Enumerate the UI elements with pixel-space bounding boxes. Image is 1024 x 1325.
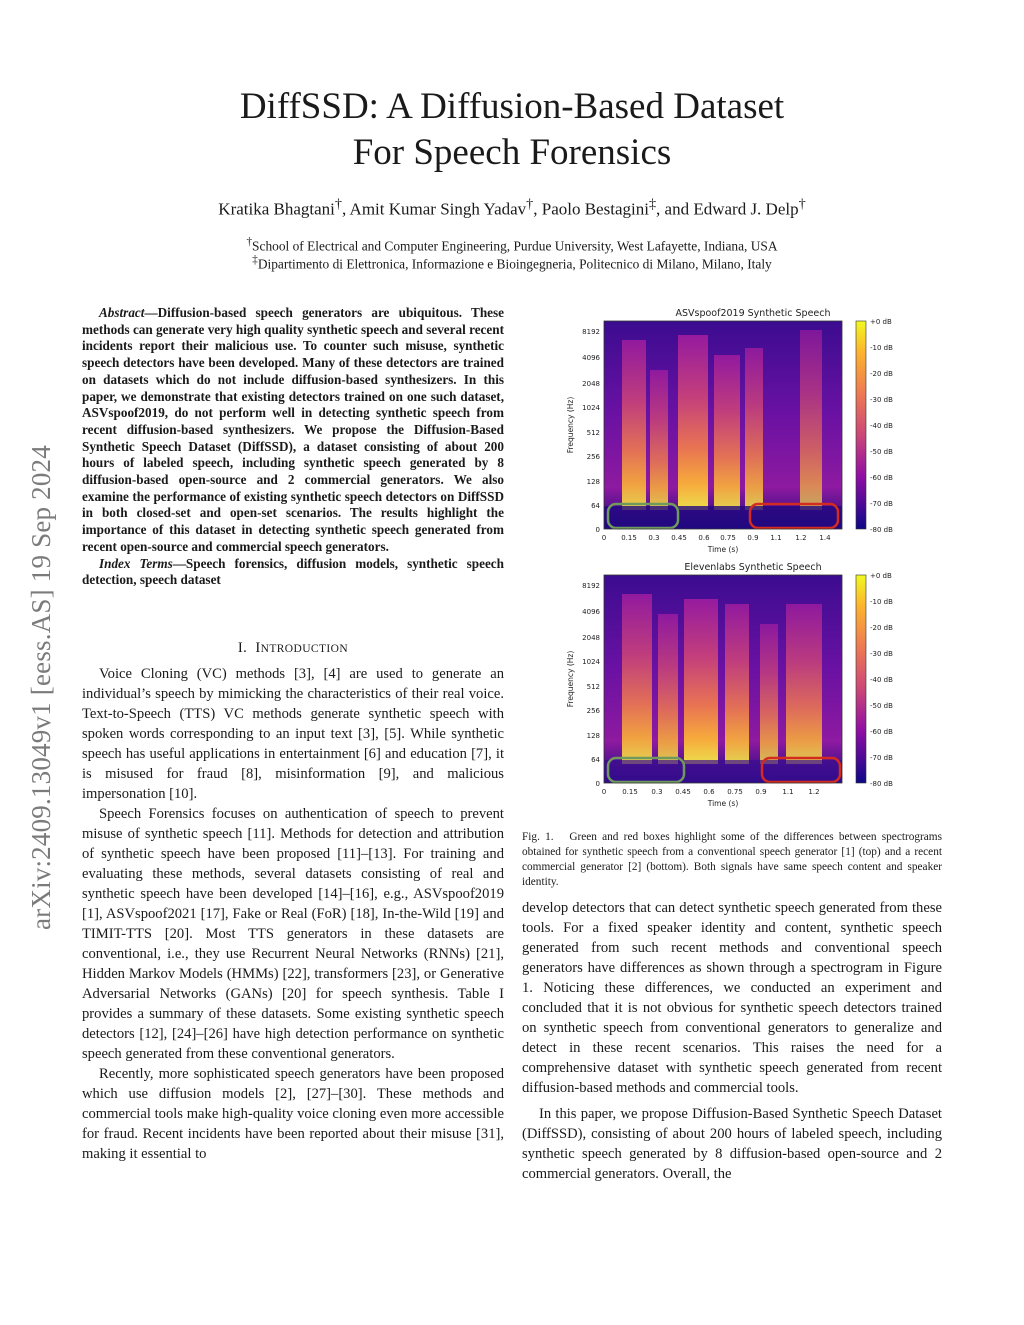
- caption-label: Fig. 1.: [522, 831, 554, 843]
- xtick: 0.9: [755, 788, 767, 796]
- spectrogram-top: [566, 308, 893, 554]
- cbar-tick: -60 dB: [870, 728, 893, 736]
- xtick: 0.45: [671, 534, 687, 542]
- cbar-tick: -30 dB: [870, 396, 893, 404]
- xtick: 1.4: [819, 534, 831, 542]
- index-terms-text: —Speech forensics, diffusion models, synthetic speech detection, speech dataset: [82, 555, 504, 588]
- ytick: 4096: [582, 354, 600, 362]
- ytick: 256: [586, 707, 600, 715]
- section-heading-introduction: [82, 640, 504, 657]
- ytick: 1024: [582, 404, 600, 412]
- cbar-tick: -50 dB: [870, 702, 893, 710]
- cbar-tick: -80 dB: [870, 780, 893, 788]
- ytick: 128: [586, 732, 600, 740]
- affiliation-2-mark: ‡: [252, 254, 258, 266]
- ytick: 8192: [582, 328, 600, 336]
- xtick: 0.75: [727, 788, 743, 796]
- spectrogram-bottom-yticks: [582, 582, 600, 788]
- ytick: 128: [586, 478, 600, 486]
- left-column-body: [82, 664, 504, 1164]
- author-1: Kratika Bhagtani: [218, 199, 335, 219]
- ytick: 512: [586, 429, 600, 437]
- spectrogram-bottom: [566, 562, 893, 808]
- paragraph: Speech Forensics focuses on authentication of speech to prevent misuse of synthetic speech [11]. Methods for detection and attribution of synthetic speech have been proposed [11]–[13]. For training and evaluating these methods, several datasets consisting of real and synthetic speech have been developed [14]–[16], e.g., ASVspoof2019 [1], ASVspoof2021 [17], Fake or Real (FoR) [18], In-the-Wild [19] and TIMIT-TTS [20]. Most TTS generators in these datasets are conventional, i.e., they use Recurrent Neural Networks (RNNs) [21], Hidden Markov Models (HMMs) [22], transformers [23], or Generative Adversarial Networks (GANs) [20] for speech synthesis. Table I provides a summary of these datasets. Some existing synthetic speech detectors [12], [24]–[26] have high detection performance on synthetic speech generated from these conventional generators.: [82, 806, 504, 1062]
- abstract-paragraph: [82, 305, 504, 556]
- ytick: 4096: [582, 608, 600, 616]
- xtick: 0.15: [622, 788, 638, 796]
- spectrogram-bottom-ylabel: Frequency (Hz): [566, 650, 575, 708]
- spectrogram-top-xticks: [602, 534, 831, 542]
- xtick: 0.6: [703, 788, 715, 796]
- xtick: 0.15: [621, 534, 637, 542]
- paragraph: In this paper, we propose Diffusion-Based Synthetic Speech Dataset (DiffSSD), consisting of about 200 hours of labeled speech, including synthetic speech generated by 8 diffusion-based open-source and 2 commercial generators. Overall, the: [522, 1106, 942, 1182]
- ytick: 8192: [582, 582, 600, 590]
- xtick: 0.3: [648, 534, 660, 542]
- affiliation-2: [0, 254, 1024, 272]
- author-2-mark: †: [526, 196, 534, 212]
- cbar-tick: -10 dB: [870, 344, 893, 352]
- paragraph: develop detectors that can detect synthetic speech generated from these tools. For a fixed speaker identity and content, synthetic speech generated from such recent methods and conventional speech generators have differences as shown through a spectrogram in Figure 1. Noticing these differences, we conducted an experiment and concluded that it is not obvious for synthetic speech detectors trained on synthetic speech from conventional generators to generalize and detect in these recent scenarios. This raises the need for a comprehensive dataset with synthetic speech generated from recent diffusion-based methods and commercial tools.: [522, 900, 942, 1096]
- caption-text: Green and red boxes highlight some of the differences between spectrograms obtained for synthetic speech from a conventional speech generator [1] (top) and a recent commercial generator [2] (bottom). Both signals have same speech content and speaker identity.: [522, 831, 942, 888]
- cbar-tick: -20 dB: [870, 624, 893, 632]
- author-3: Paolo Bestagini: [541, 199, 649, 219]
- paragraph: Recently, more sophisticated speech generators have been proposed which use diffusion models [2], [27]–[30]. These methods and commercial tools make high-quality voice cloning even more accessible for fraud. Recent incidents have been reported about their misuse [31], making it essential to: [82, 1066, 504, 1162]
- spectrogram-top-title: ASVspoof2019 Synthetic Speech: [675, 308, 831, 319]
- xtick: 1.1: [770, 534, 782, 542]
- author-and: and: [664, 199, 690, 219]
- cbar-tick: -40 dB: [870, 422, 893, 430]
- spectrogram-top-ylabel: Frequency (Hz): [566, 396, 575, 454]
- spectrogram-bottom-low-band: [604, 760, 842, 783]
- cbar-tick: -70 dB: [870, 754, 893, 762]
- spectrogram-top-xlabel: Time (s): [707, 545, 739, 554]
- affiliation-2-text: Dipartimento di Elettronica, Informazione e Bioingegneria, Politecnico di Milano, Milano, Italy: [257, 256, 772, 272]
- cbar-tick: -20 dB: [870, 370, 893, 378]
- section-number: I.: [237, 640, 248, 656]
- xtick: 0.45: [675, 788, 691, 796]
- author-3-mark: ‡: [648, 196, 657, 212]
- xtick: 0.3: [651, 788, 663, 796]
- abstract: [82, 305, 504, 589]
- spectrogram-bottom-xticks: [602, 788, 820, 796]
- spectrogram-bottom-colorbar: [856, 575, 866, 783]
- figure-1-spectrograms: [560, 300, 920, 820]
- xtick: 1.1: [782, 788, 794, 796]
- figure-1-caption: [522, 830, 942, 890]
- author-1-mark: †: [334, 196, 342, 212]
- spectrogram-bottom-title: Elevenlabs Synthetic Speech: [684, 562, 822, 573]
- xtick: 0.9: [747, 534, 759, 542]
- paper-title: [0, 84, 1024, 176]
- xtick: 0.75: [720, 534, 736, 542]
- cbar-tick: -40 dB: [870, 676, 893, 684]
- arxiv-identifier: arXiv:2409.13049v1 [eess.AS] 19 Sep 2024: [26, 445, 56, 930]
- section-title-first: I: [255, 640, 261, 656]
- ytick: 256: [586, 453, 600, 461]
- author-2: Amit Kumar Singh Yadav: [349, 199, 527, 219]
- index-terms-label: Index Terms: [99, 555, 173, 571]
- ytick: 512: [586, 683, 600, 691]
- title-line-1: DiffSSD: A Diffusion-Based Dataset: [239, 86, 785, 127]
- cbar-tick: -60 dB: [870, 474, 893, 482]
- ytick: 2048: [582, 634, 600, 642]
- spectrogram-top-low-band: [604, 506, 842, 529]
- ytick: 64: [591, 502, 600, 510]
- spectrogram-bottom-colorbar-ticks: [870, 572, 893, 788]
- ytick: 0: [595, 526, 600, 534]
- right-column-body: [522, 898, 942, 1190]
- xtick: 0.6: [698, 534, 710, 542]
- xtick: 0: [601, 788, 607, 796]
- title-line-2: For Speech Forensics: [352, 132, 672, 173]
- author-4-mark: †: [798, 196, 806, 212]
- cbar-tick: -50 dB: [870, 448, 893, 456]
- author-list: Kratika Bhagtani†, Amit Kumar Singh Yadav†, Paolo Bestagini‡, and Edward J. Delp†: [218, 196, 806, 219]
- ytick: 0: [595, 780, 600, 788]
- cbar-tick: -80 dB: [870, 526, 893, 534]
- cbar-tick: -70 dB: [870, 500, 893, 508]
- author-4: Edward J. Delp: [693, 199, 799, 219]
- spectrogram-bottom-xlabel: Time (s): [707, 799, 739, 808]
- abstract-text: —Diffusion-based speech generators are ubiquitous. These methods can generate very high quality synthetic speech and several recent incidents report their malicious use. To counter such misuse, synthetic speech detectors have been developed. Many of these detectors are trained on datasets which do not include diffusion-based synthesizers. In this paper, we demonstrate that existing detectors trained on one such dataset, ASVspoof2019, do not perform well in detecting synthetic speech from recent diffusion-based synthesizers. We propose the Diffusion-Based Synthetic Speech Dataset (DiffSSD), a dataset consisting of about 200 hours of labeled speech, including synthetic speech generated by 8 diffusion-based open-source and 2 commercial generators. We also examine the performance of existing synthetic speech detectors on DiffSSD in both closed-set and open-set scenarios. The results highlight the importance of this dataset in detecting synthetic speech generated from recent open-source and commercial speech generators.: [82, 305, 504, 554]
- paragraph: Voice Cloning (VC) methods [3], [4] are used to generate an individual’s speech by mimicking the characteristics of their real voice. Text-to-Speech (TTS) VC methods generate synthetic speech with spoken words corresponding to an input text [3], [5]. While synthetic speech has useful applications in entertainment [6] and education [7], it is misused for fraud [8], misinformation [9], and malicious impersonation [10].: [82, 666, 504, 802]
- abstract-label: Abstract: [99, 305, 145, 320]
- xtick: 0: [601, 534, 607, 542]
- index-terms: [82, 556, 504, 589]
- affiliation-1-mark: †: [246, 236, 253, 248]
- spectrogram-top-colorbar-ticks: [870, 318, 893, 534]
- xtick: 1.2: [808, 788, 820, 796]
- section-title-rest: NTRODUCTION: [260, 643, 349, 655]
- cbar-tick: -30 dB: [870, 650, 893, 658]
- spectrogram-top-colorbar: [856, 321, 866, 529]
- affiliation-1: [0, 236, 1024, 254]
- ytick: 1024: [582, 658, 600, 666]
- cbar-tick: -10 dB: [870, 598, 893, 606]
- cbar-tick: +0 dB: [870, 318, 892, 326]
- affiliation-1-text: School of Electrical and Computer Engineering, Purdue University, West Lafayette, Indiana, USA: [252, 238, 778, 254]
- cbar-tick: +0 dB: [870, 572, 892, 580]
- ytick: 64: [591, 756, 600, 764]
- xtick: 1.2: [795, 534, 807, 542]
- spectrogram-top-yticks: [582, 328, 600, 534]
- ytick: 2048: [582, 380, 600, 388]
